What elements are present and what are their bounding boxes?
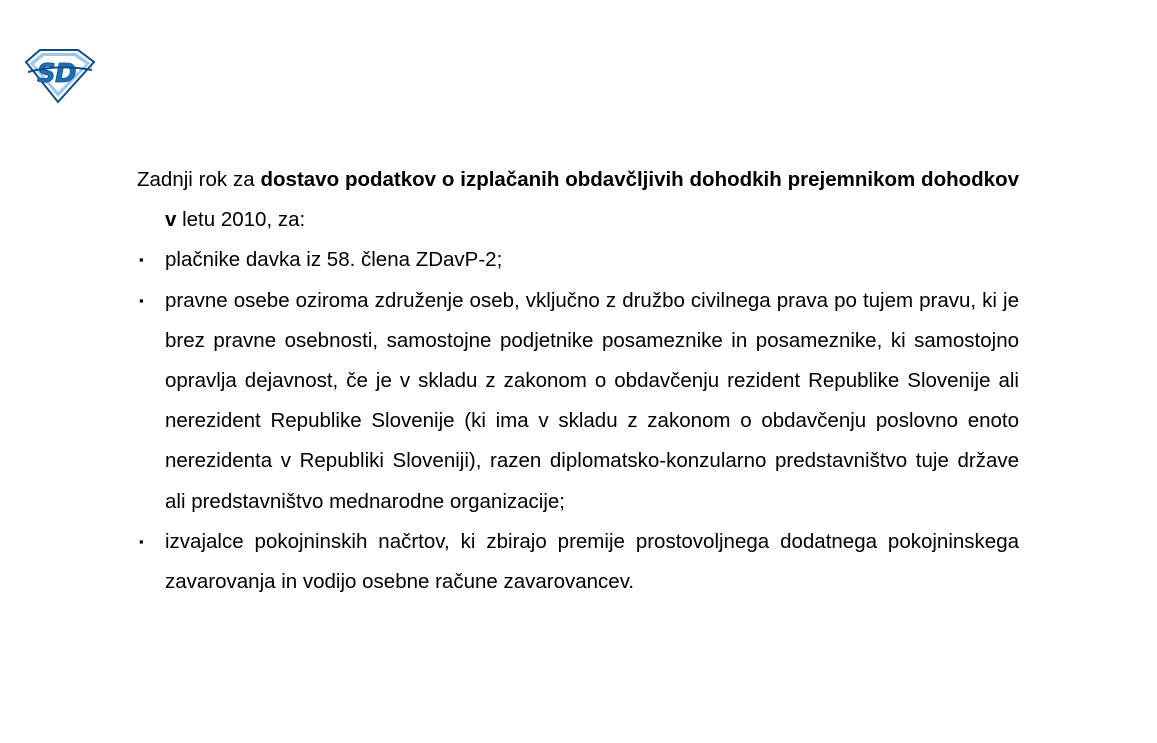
bullet-square-icon: ▪ <box>139 252 144 268</box>
intro-paragraph <box>137 160 1019 240</box>
bullet-square-icon: ▪ <box>139 533 144 549</box>
shield-logo-icon <box>22 48 96 104</box>
document-body <box>137 160 1019 602</box>
sd-logo <box>22 48 96 104</box>
list-item-text: plačnike davka iz 58. člena ZDavP-2; <box>165 248 503 272</box>
svg-text:D: D <box>55 59 77 89</box>
intro-text-start: Zadnji rok za <box>137 168 261 191</box>
intro-bold-text: dostavo podatkov o izplačanih obdavčljivih dohodkih prejemnikom dohodkov v <box>165 168 1019 232</box>
list-item <box>137 522 1019 602</box>
list-item <box>137 240 1019 280</box>
bullet-square-icon: ▪ <box>139 292 144 308</box>
intro-text-end: letu 2010, za: <box>176 208 306 232</box>
svg-text:S: S <box>37 59 56 89</box>
list-item-text: izvajalce pokojninskih načrtov, ki zbirajo premije prostovoljnega dodatnega pokojninskega zavarovanja in vodijo osebne račune zavarovancev. <box>165 529 1019 594</box>
list-item <box>137 281 1019 522</box>
bullet-list <box>137 240 1019 602</box>
list-item-text: pravne osebe oziroma združenje oseb, vključno z družbo civilnega prava po tujem pravu, ki je brez pravne osebnosti, samostojne podjetnike posameznike in posameznike, ki samostojno opravlja dejavnost, če je v skladu z zakonom o obdavčenju rezident Republike Slovenije ali nerezident Republike Slovenije (ki ima v skladu z zakonom o obdavčenju poslovno enoto nerezidenta v Republiki Sloveniji), razen diplomatsko-konzularno predstavništvo tuje države ali predstavništvo mednarodne organizacije; <box>165 288 1019 513</box>
